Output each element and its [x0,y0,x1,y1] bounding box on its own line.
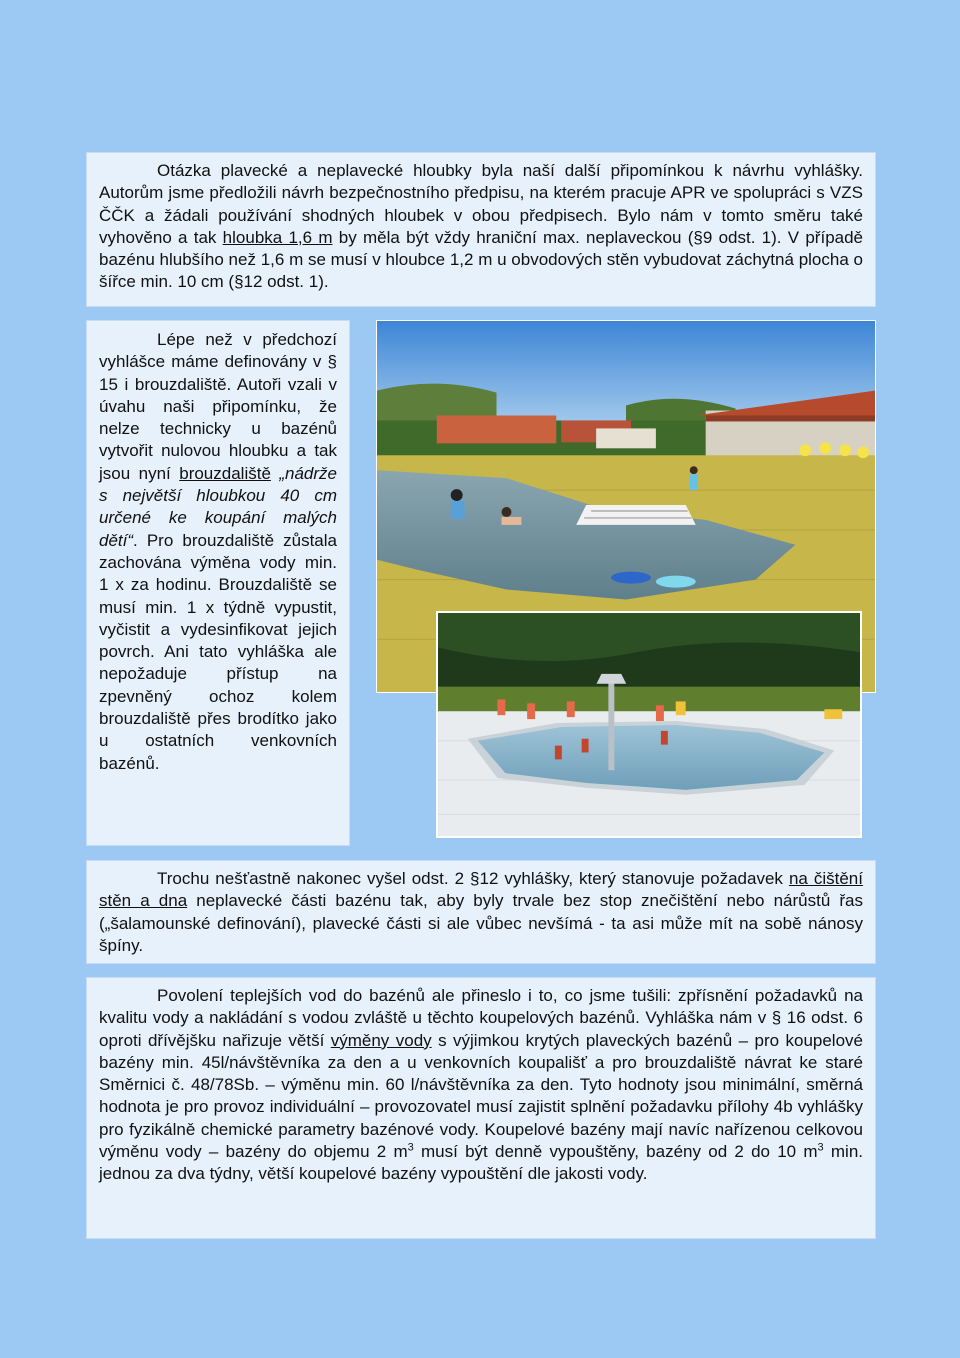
paragraph-paddling-pool: Lépe než v předchozí vyhlášce máme definovány v § 15 i brouzdaliště. Autoři vzali v úvahu naši připomínku, že nelze technicky u bazénů vytvořit nulovou hloubku a tak jsou nyní brouzdaliště „nádrže s největší hloubkou 40 cm určené ke koupání malých dětí“. Pro brouzdaliště zůstala zachována výměna vody min. 1 x za hodinu. Brouzdaliště se musí min. 1 x týdně vypustit, vyčistit a vydesinfikovat jejich povrch. Ani tato vyhláška ale nepožaduje přístup na zpevněný ochoz kolem brouzdaliště přes brodítko jako u ostatních venkovních bazénů. [99,330,337,773]
text-box-water-exchange [86,977,876,1239]
text-box-depth [86,152,876,307]
paragraph-depth: Otázka plavecké a neplavecké hloubky byla naší další připomínkou k návrhu vyhlášky. Autorům jsme předložili návrh bezpečnostního předpisu, na kterém pracuje APR ve spolupráci s VZS ČČK a žádali používání shodných hloubek v obou předpisech. Bylo nám v tomto směru také vyhověno a tak hloubka 1,6 m by měla být vždy hraniční max. neplaveckou (§9 odst. 1). V případě bazénu hlubšího než 1,6 m se musí v hloubce 1,2 m u obvodových stěn vybudovat záchytná plocha o šířce min. 10 cm (§12 odst. 1). [99,161,864,292]
underlined-paddling-pool: brouzdaliště [179,463,271,483]
underlined-water-exchange: výměny vody [330,1030,432,1050]
underlined-cleaning: na čištění stěn a dna [99,869,863,911]
photo-paddling-pool [436,611,862,838]
underlined-depth: hloubka 1,6 m [222,227,333,247]
text-box-cleaning [86,860,876,964]
text-box-paddling-pool [86,320,350,846]
paragraph-cleaning: Trochu nešťastně nakonec vyšel odst. 2 §12 vyhlášky, který stanovuje požadavek na čištění stěn a dna neplavecké části bazénu tak, aby byly trvale bez stop znečištění nebo nárůstů řas („šalamounské definování), plavecké části si ale vůbec nevšímá - ta asi může mít na sobě nánosy špíny. [99,869,863,955]
italic-definition: „nádrže s největší hloubkou 40 cm určené ke koupání malých dětí“ [99,463,337,550]
paragraph-water-exchange: Povolení teplejších vod do bazénů ale přineslo i to, co jsme tušili: zpřísnění požadavků na kvalitu vody a nakládání s vodou zvláště u těchto koupelových bazénů. Vyhláška nám v § 16 odst. 6 oproti dřívějšku nařizuje větší výměny vody s výjimkou krytých plaveckých bazénů – pro koupelové bazény min. 45l/návštěvníka za den a u venkovních koupališť a pro brouzdaliště návrat ke staré Směrnici č. 48/78Sb. – výměnu min. 60 l/návštěvníka za den. Tyto hodnoty jsou minimální, směrná hodnota je pro provoz individuální – provozovatel musí zajistit splnění požadavku přílohy 4b vyhlášky pro fyzikálně chemické parametry bazénové vody. Koupelové bazény mají navíc nařízenou celkovou výměnu vody – bazény do objemu 2 $m^3$ musí být denně vypouštěny, bazény od 2 do 10 $m^3$ min. jednou za dva týdny, větší koupelové bazény vypouštění dle jakosti vody. [99,986,864,1184]
